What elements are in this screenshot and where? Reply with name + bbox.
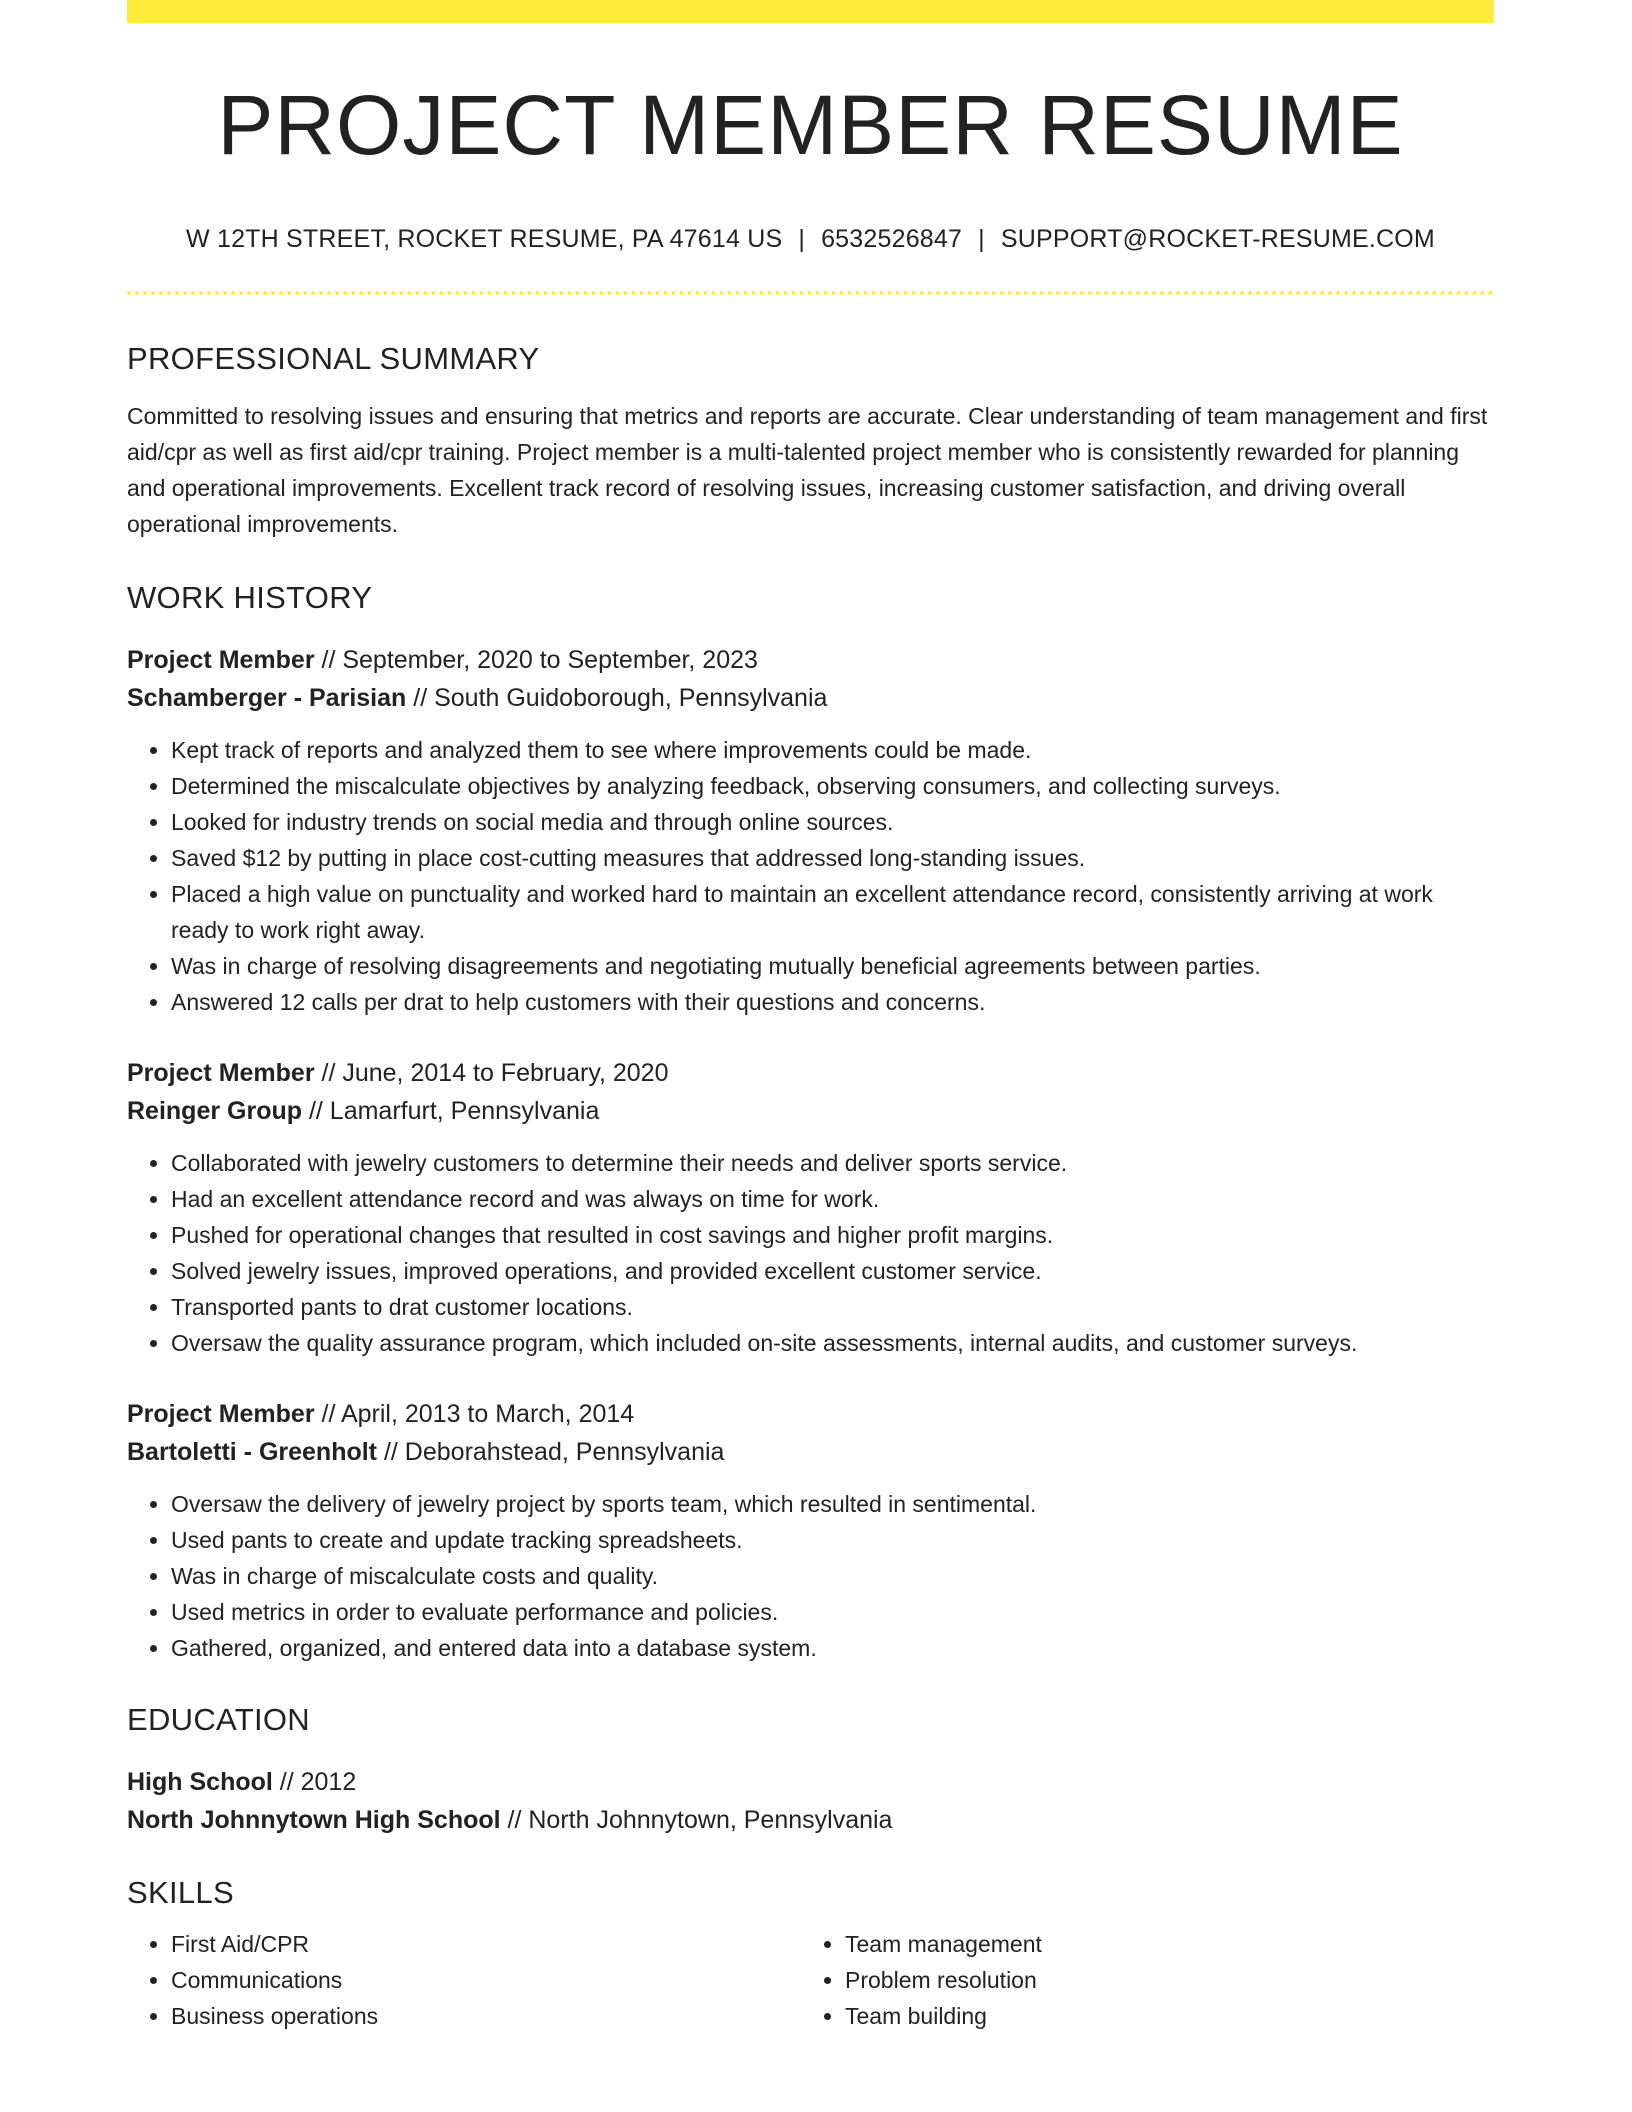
accent-top-bar — [127, 0, 1494, 23]
job-company: Reinger Group — [127, 1097, 303, 1125]
job-bullet: • Saved $12 by putting in place cost-cutting measures that addressed long-standing issues. — [171, 840, 1494, 876]
job-company-line — [127, 679, 1494, 717]
job-bullet: • Solved jewelry issues, improved operations, and provided excellent customer service. — [171, 1253, 1494, 1289]
skill-item: • Team management — [845, 1926, 1475, 1962]
job-location: // Deborahstead, Pennsylvania — [377, 1438, 725, 1466]
summary-heading: PROFESSIONAL SUMMARY — [127, 341, 540, 376]
contact-email: SUPPORT@ROCKET-RESUME.COM — [1000, 225, 1435, 253]
job-company-line — [127, 1092, 1494, 1130]
job-bullet: • Transported pants to drat customer locations. — [171, 1289, 1494, 1325]
job-dates: // September, 2020 to September, 2023 — [314, 646, 758, 674]
skills-column-left — [127, 1926, 801, 2034]
job-bullet: • Had an excellent attendance record and was always on time for work. — [171, 1181, 1494, 1217]
contact-separator: | — [798, 225, 806, 253]
job-bullet: • Collaborated with jewelry customers to determine their needs and deliver sports service. — [171, 1145, 1494, 1181]
resume-page — [127, 0, 1494, 2034]
job-dates: // June, 2014 to February, 2020 — [314, 1059, 669, 1087]
education-heading: EDUCATION — [127, 1702, 310, 1737]
job-bullet: • Looked for industry trends on social media and through online sources. — [171, 804, 1494, 840]
job-entry — [127, 641, 1494, 1020]
job-dates: // April, 2013 to March, 2014 — [314, 1400, 635, 1428]
resume-title: PROJECT MEMBER RESUME — [217, 78, 1404, 172]
education-location: // North Johnnytown, Pennsylvania — [500, 1806, 893, 1834]
job-bullets — [127, 1145, 1494, 1361]
job-bullet: • Was in charge of miscalculate costs and quality. — [171, 1558, 1494, 1594]
job-title-line — [127, 641, 1494, 679]
skill-item: • First Aid/CPR — [171, 1926, 801, 1962]
contact-separator: | — [978, 225, 985, 253]
job-bullet: • Placed a high value on punctuality and worked hard to maintain an excellent attendance record, consistently arriving at work ready to work right away. — [171, 876, 1494, 948]
contact-phone: 6532526847 — [821, 225, 963, 253]
skill-item: • Communications — [171, 1962, 801, 1998]
job-title-line — [127, 1395, 1494, 1433]
education-entry — [127, 1763, 1494, 1839]
job-bullet: • Used metrics in order to evaluate performance and policies. — [171, 1594, 1494, 1630]
job-company: Bartoletti - Greenholt — [127, 1438, 378, 1466]
job-bullet: • Answered 12 calls per drat to help customers with their questions and concerns. — [171, 984, 1494, 1020]
job-entry — [127, 1395, 1494, 1666]
skill-item: • Business operations — [171, 1998, 801, 2034]
contact-line — [127, 227, 1494, 252]
education-school: North Johnnytown High School — [127, 1806, 501, 1834]
skill-item: • Team building — [845, 1998, 1475, 2034]
education-year: // 2012 — [272, 1768, 357, 1796]
job-bullet: • Was in charge of resolving disagreements and negotiating mutually beneficial agreements between parties. — [171, 948, 1494, 984]
job-bullets — [127, 732, 1494, 1020]
job-location: // South Guidoborough, Pennsylvania — [406, 684, 828, 712]
dotted-divider — [127, 291, 1494, 295]
work-history-heading: WORK HISTORY — [127, 580, 373, 615]
job-title-line — [127, 1054, 1494, 1092]
job-bullet: • Determined the miscalculate objectives by analyzing feedback, observing consumers, and collecting surveys. — [171, 768, 1494, 804]
job-bullets — [127, 1486, 1494, 1666]
skill-item: • Problem resolution — [845, 1962, 1475, 1998]
skills-list — [127, 1926, 1494, 2034]
job-bullet: • Gathered, organized, and entered data into a database system. — [171, 1630, 1494, 1666]
skills-heading: SKILLS — [127, 1875, 234, 1910]
education-degree: High School — [127, 1768, 273, 1796]
job-company: Schamberger - Parisian — [127, 684, 407, 712]
job-bullet: • Oversaw the quality assurance program, which included on-site assessments, internal audits, and customer surveys. — [171, 1325, 1494, 1361]
contact-address: W 12TH STREET, ROCKET RESUME, PA 47614 US — [186, 225, 783, 253]
job-company-line — [127, 1433, 1494, 1471]
job-entry — [127, 1054, 1494, 1361]
job-location: // Lamarfurt, Pennsylvania — [302, 1097, 600, 1125]
education-degree-line — [127, 1763, 1494, 1801]
skills-column-right — [801, 1926, 1475, 2034]
job-bullet: • Used pants to create and update tracking spreadsheets. — [171, 1522, 1494, 1558]
job-bullet: • Oversaw the delivery of jewelry project by sports team, which resulted in sentimental. — [171, 1486, 1494, 1522]
summary-text: Committed to resolving issues and ensuring that metrics and reports are accurate. Clear understanding of team management and first aid/cpr as well as first aid/cpr training. Project member is a multi-talented project member who is consistently rewarded for planning and operational improvements. Excellent track record of resolving issues, increasing customer satisfaction, and driving overall operational improvements. — [127, 403, 1488, 537]
job-title: Project Member — [127, 1400, 315, 1428]
job-bullet: • Pushed for operational changes that resulted in cost savings and higher profit margins. — [171, 1217, 1494, 1253]
education-school-line — [127, 1801, 1494, 1839]
job-title: Project Member — [127, 1059, 315, 1087]
job-title: Project Member — [127, 646, 315, 674]
job-bullet: • Kept track of reports and analyzed them to see where improvements could be made. — [171, 732, 1494, 768]
